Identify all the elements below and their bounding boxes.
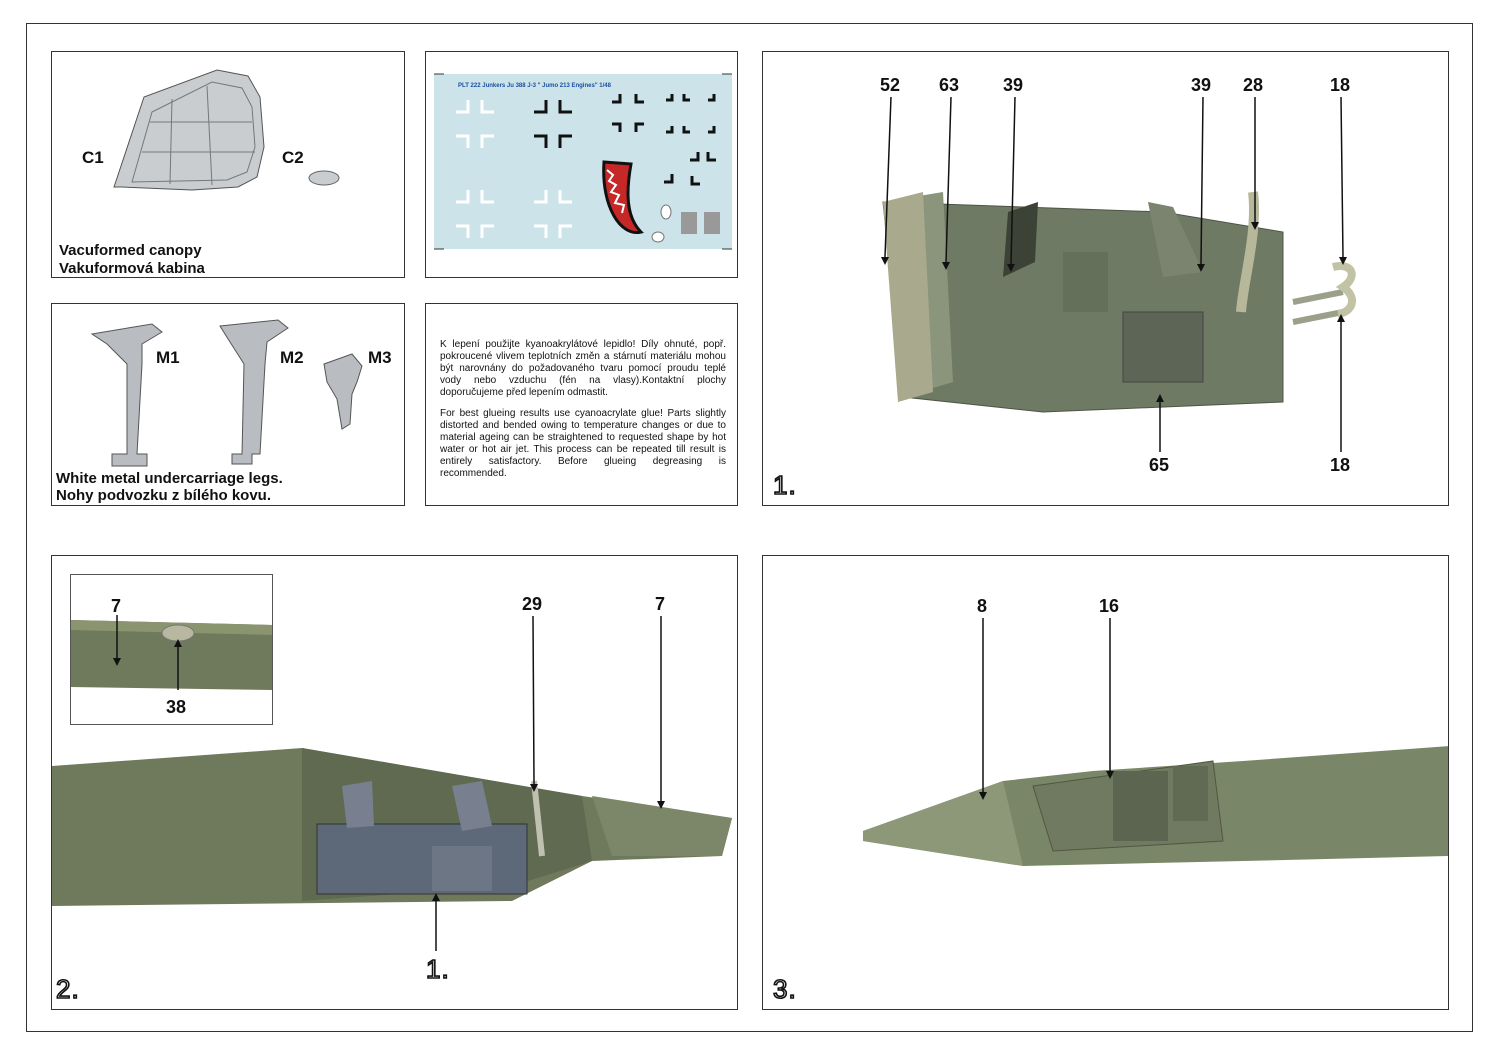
legs-caption-en: White metal undercarriage legs. (56, 470, 283, 487)
callout-63: 63 (939, 75, 960, 95)
step1-panel (762, 51, 1449, 506)
callout-39-left: 39 (1003, 75, 1024, 95)
step2-fuselage-photo (52, 556, 738, 1010)
canopy-label-c2: C2 (282, 148, 304, 167)
canopy-label-c1: C1 (82, 148, 104, 167)
step3-fuselage-photo (763, 556, 1449, 1010)
callout-28: 28 (1243, 75, 1264, 95)
callout-step-1-reference: 1. (426, 954, 450, 984)
instructions-panel (425, 303, 738, 506)
leg-label-m3: M3 (368, 348, 392, 367)
callout-7: 7 (655, 594, 666, 614)
inset-callout-38: 38 (166, 697, 187, 717)
legs-panel (51, 303, 405, 506)
step-number-3: 3. (773, 974, 797, 1004)
canopy-caption-en: Vacuformed canopy (59, 242, 202, 259)
callout-16: 16 (1099, 596, 1120, 616)
decal-sheet-panel (425, 51, 738, 278)
instructions-text-en: For best glueing results use cyanoacrylate glue! Parts slightly distorted and bended owing to temperature changes or due to material ageing can be straightened to requested shape by hot water or hot air jet. This process can be repeated till result is entirely satisfactory. Before glueing degreasing is recommended. (440, 408, 726, 479)
canopy-panel (51, 51, 405, 278)
step-number-2: 2. (56, 974, 80, 1004)
callout-29: 29 (522, 594, 543, 614)
step3-panel (762, 555, 1449, 1010)
leg-label-m1: M1 (156, 348, 180, 367)
callout-65: 65 (1149, 455, 1170, 475)
step-number-1: 1. (773, 470, 797, 500)
decal-sheet-title: PLT 222 Junkers Ju 388 J-3 " Jumo 213 Engines" 1/48 (458, 83, 611, 89)
callout-18-top: 18 (1330, 75, 1351, 95)
callout-39-right: 39 (1191, 75, 1212, 95)
callout-18-bottom: 18 (1330, 455, 1351, 475)
callout-8: 8 (977, 596, 988, 616)
legs-caption-cz: Nohy podvozku z bílého kovu. (56, 487, 272, 504)
step1-cockpit-photo (763, 52, 1449, 506)
inset-callout-7: 7 (111, 596, 122, 616)
instructions-text-cz: K lepení použijte kyanoakrylátové lepidlo! Díly ohnuté, popř. pokroucené vlivem teplotních změn a stárnutí materiálu mohou být narovnány do požadovaného tvaru pomocí proudu teplé vody nebo vzduchu (fén na vlasy).Kontaktní plochy doporučujeme před lepením odmastit. (440, 339, 726, 398)
callout-52: 52 (880, 75, 901, 95)
step2-panel (51, 555, 738, 1010)
leg-label-m2: M2 (280, 348, 304, 367)
canopy-caption-cz: Vakuformová kabina (59, 260, 205, 277)
